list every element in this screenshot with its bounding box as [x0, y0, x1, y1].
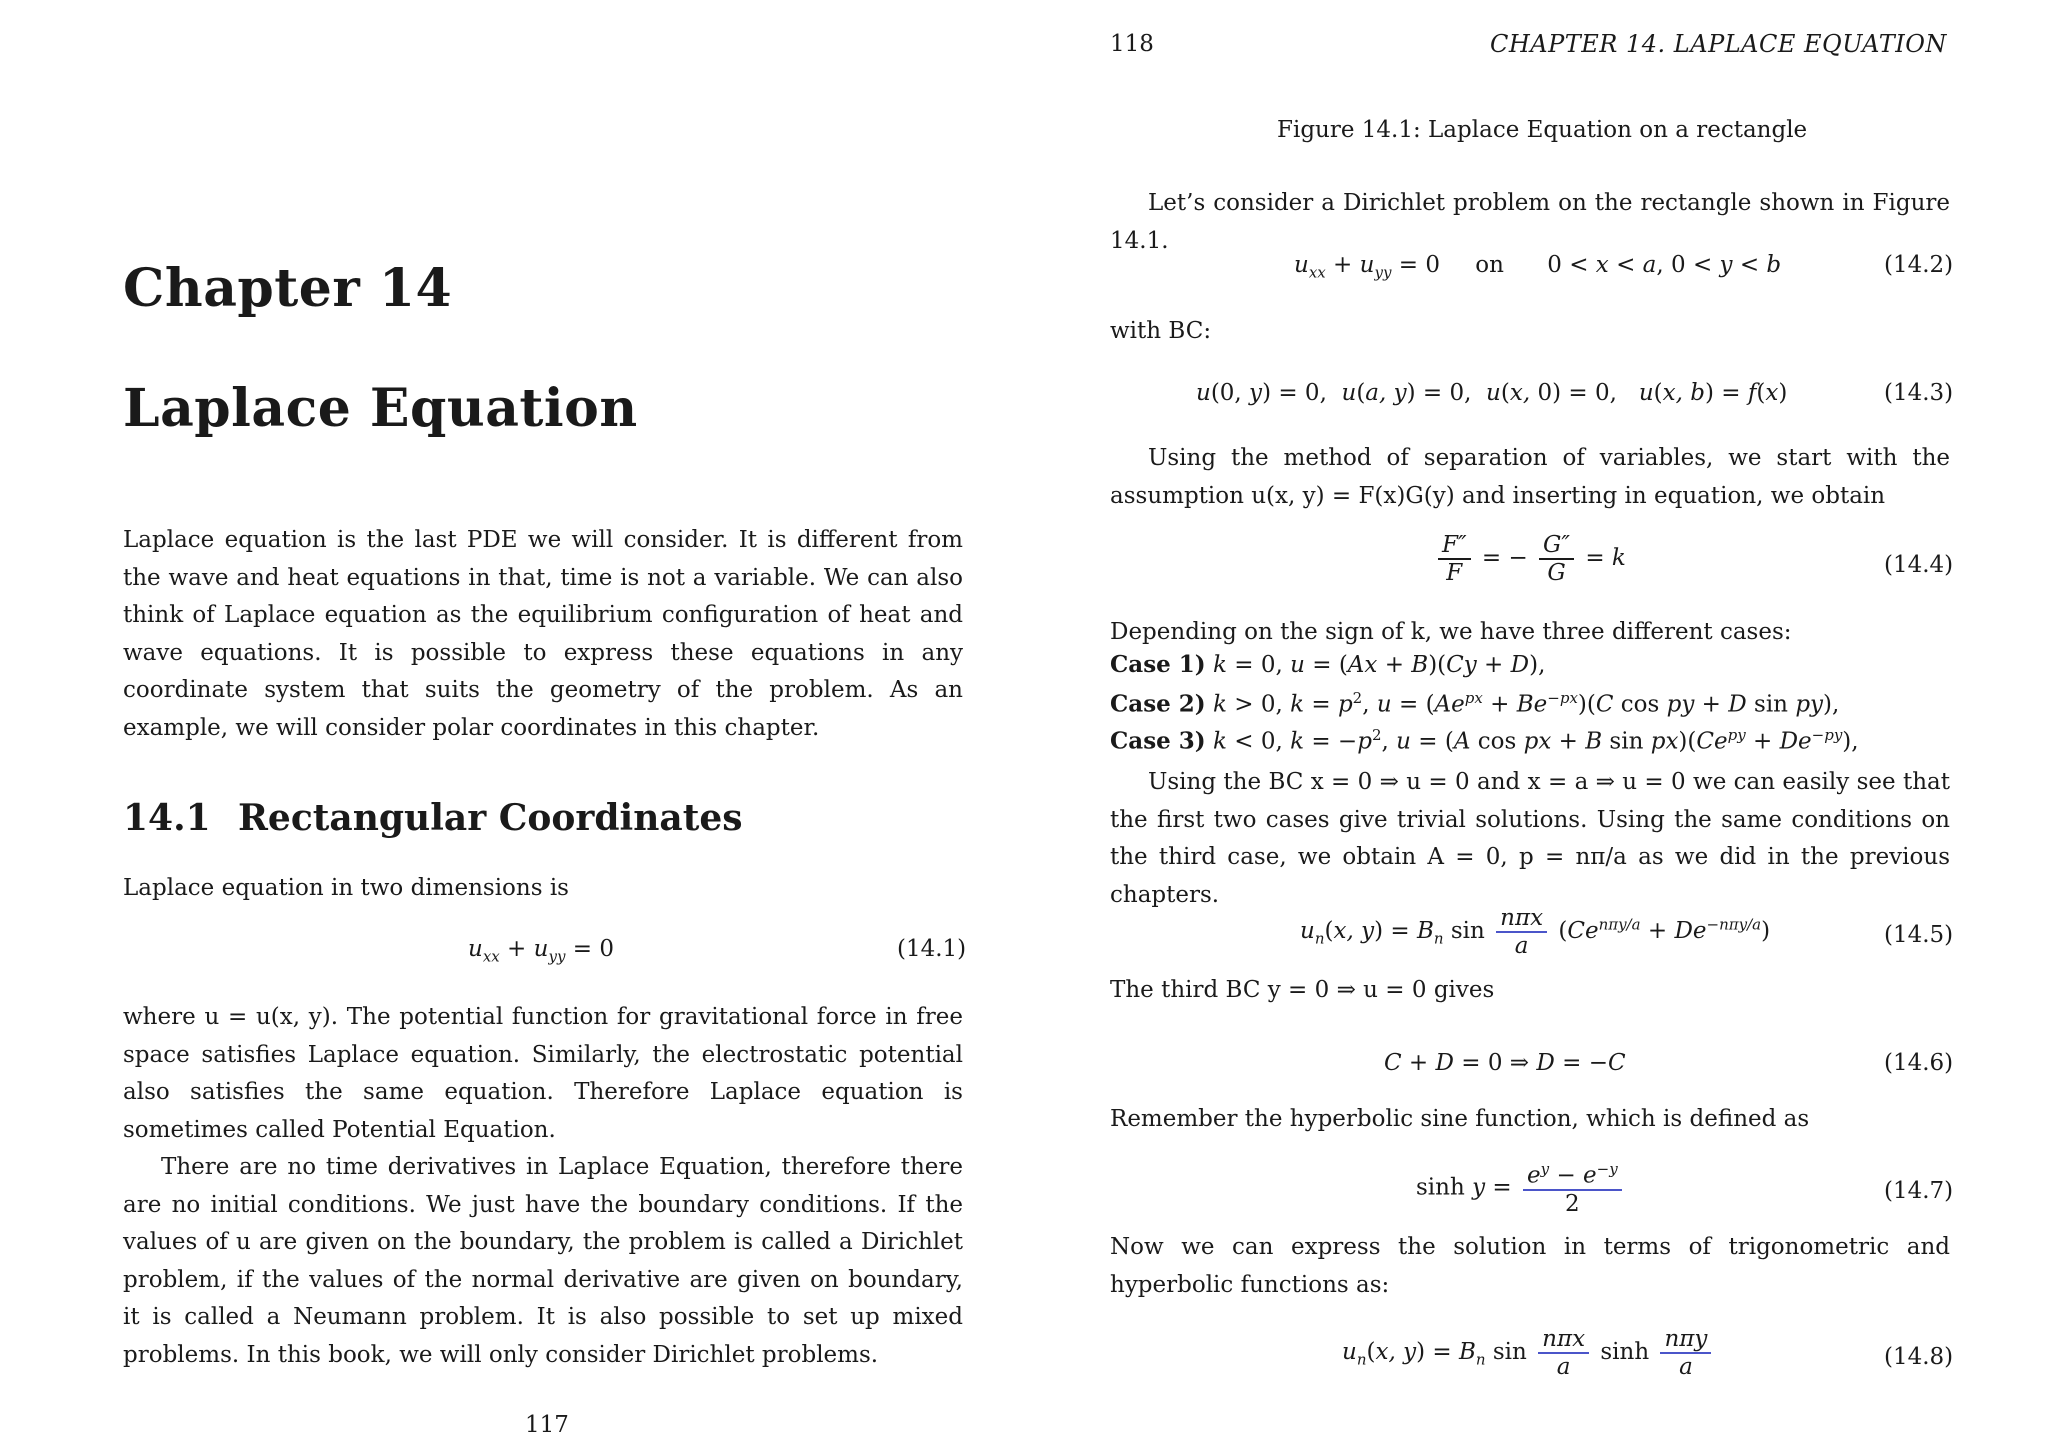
section-title: Rectangular Coordinates	[238, 797, 743, 839]
paragraph-bc: Using the BC x = 0 ⇒ u = 0 and x = a ⇒ u = 0 we can easily see that the first two cases give trivial solutions. Using the same conditions on the third case, we obtain A = 0, p = nπ/a as we did in the previous chapters.	[1110, 769, 1950, 908]
case-3-line: Case 3) k < 0, $k = -p^2$, u = (A cos px + B $\sin px)(Ce^{py} + De^{-py})$,	[1110, 726, 1859, 755]
paragraph-express: Now we can express the solution in terms of trigonometric and hyperbolic functions as:	[1110, 1234, 1950, 1298]
equation-number-14-5: (14.5)	[1884, 922, 1954, 948]
case-2-label: Case 2)	[1110, 690, 1206, 718]
equation-number-14-2: (14.2)	[1884, 252, 1954, 278]
third-bc-text: The third BC y = 0 ⇒ u = 0 gives	[1110, 977, 1495, 1003]
case-3-label: Case 3)	[1110, 727, 1206, 755]
equation-number-14-6: (14.6)	[1884, 1050, 1954, 1076]
remember-text: Remember the hyperbolic sine function, which is defined as	[1110, 1106, 1810, 1132]
case-2-line: Case 2) k > 0, $k = p^2$, $u = (Ae^{px} + Be^{-px})(C$ cos py + D sin py),	[1110, 689, 1840, 718]
page-number-left: 117	[525, 1412, 569, 1438]
section-intro: Laplace equation in two dimensions is	[123, 875, 569, 901]
equation-14-2: $u_{xx} + u_{yy} = 0$ on 0 < x < a, 0 < y < b	[1294, 252, 1782, 282]
chapter-label: Chapter 14	[123, 258, 453, 319]
section-number: 14.1	[123, 797, 211, 839]
equation-14-5: $u_n(x$, $y) = B_n$ sin $\frac{\text{nπx}}{a}$ $(Ce^{n\pi y/a} + De^{-n\pi y/a})$	[1300, 905, 1771, 959]
figure-caption: Figure 14.1: Laplace Equation on a rectangle	[1277, 117, 1808, 143]
equation-14-6: C + D = 0 ⇒ D = −C	[1384, 1050, 1626, 1076]
equation-14-3: u(0, y) = 0, u(a, y) = 0, u(x, 0) = 0, u(x, b) = f(x)	[1196, 380, 1788, 406]
equation-number-14-3: (14.3)	[1884, 380, 1954, 406]
equation-number-14-7: (14.7)	[1884, 1178, 1954, 1204]
equation-14-2-on: on	[1475, 252, 1504, 278]
paragraph-time-derivatives: There are no time derivatives in Laplace Equation, therefore there are no initial conditions. We just have the boundary conditions. If the values of u are given on the boundary, the problem is called a Dirichlet problem, if the values of the normal derivative are given on boundary, it is called a Neumann problem. It is also possible to set up mixed problems. In this book, we will only consider Dirichlet problems.	[123, 1154, 963, 1368]
with-bc-label: with BC:	[1110, 318, 1212, 344]
chapter-title: Laplace Equation	[123, 378, 638, 439]
case-1-line: Case 1) k = 0, u = (Ax + B)(Cy + D),	[1110, 651, 1546, 678]
equation-14-8: $u_n(x$, $y) = B_n$ sin $\frac{\text{nπx}}{a}$ sinh $\frac{\text{nπy}}{a}$	[1342, 1326, 1715, 1380]
paragraph-potential: where u = u(x, y). The potential function for gravitational force in free space satisfies Laplace equation. Similarly, the electrostatic potential also satisfies the same equation. Therefore Laplace equation is sometimes called Potential Equation.	[123, 1004, 963, 1143]
running-head: CHAPTER 14. LAPLACE EQUATION	[1490, 30, 1947, 58]
equation-number-14-8: (14.8)	[1884, 1344, 1954, 1370]
equation-number-14-1: (14.1)	[897, 936, 967, 962]
depending-text: Depending on the sign of k, we have three different cases:	[1110, 619, 1792, 645]
page-number-right: 118	[1110, 31, 1154, 57]
equation-14-7: sinh y = $\frac{e^y - e^{-y}}{2}$	[1416, 1160, 1626, 1217]
paragraph-separation: Using the method of separation of variables, we start with the assumption u(x, y) = F(x)G(y) and inserting in equation, we obtain	[1110, 445, 1950, 509]
right-page	[1024, 0, 2048, 1448]
intro-paragraph: Laplace equation is the last PDE we will consider. It is different from the wave and heat equations in that, time is not a variable. We can also think of Laplace equation as the equilibrium configuration of heat and wave equations. It is possible to express these equations in any coordinate system that suits the geometry of the problem. As an example, we will consider polar coordinates in this chapter.	[123, 527, 963, 741]
paragraph-dirichlet: Let’s consider a Dirichlet problem on the rectangle shown in Figure 14.1.	[1110, 190, 1950, 254]
equation-14-4: $\frac{F''}{F}$ = − $\frac{G''}{G}$ = k	[1434, 532, 1626, 586]
equation-14-1: $u_{xx} + u_{yy} = 0$	[468, 936, 614, 966]
equation-number-14-4: (14.4)	[1884, 552, 1954, 578]
case-1-label: Case 1)	[1110, 651, 1206, 678]
